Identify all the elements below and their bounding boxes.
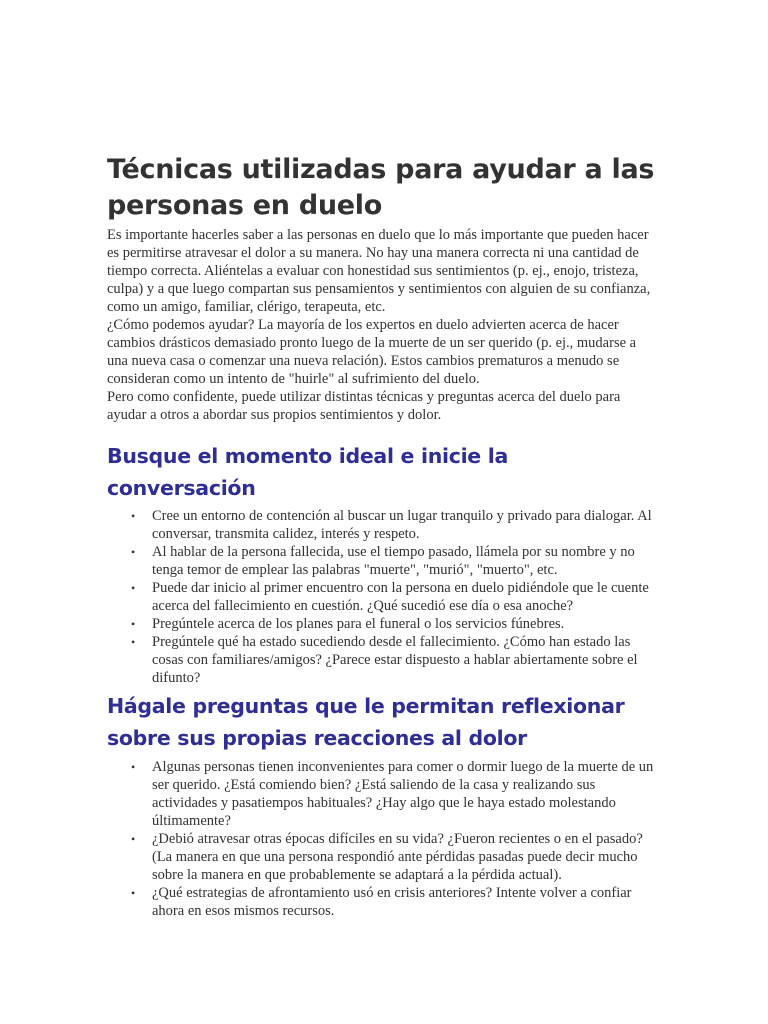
list-item: [131, 633, 659, 687]
intro-paragraph: Es importante hacerles saber a las personas en duelo que lo más importante que pueden hacer es permitirse atravesar el dolor a su manera. No hay una manera correcta ni una cantidad de tiempo correcta. Aliéntelas a evaluar con honestidad sus sentimientos (p. ej., enojo, tristeza, culpa) y a que luego compartan sus pensamientos y sentimientos con alguien de su confianza, como un amigo, familiar, clérigo, terapeuta, etc.: [107, 227, 651, 315]
list-item-text: Cree un entorno de contención al buscar un lugar tranquilo y privado para dialogar. Al conversar, transmita calidez, interés y respeto.: [152, 508, 652, 542]
bullet-list: [107, 507, 659, 687]
bullet-icon: •: [131, 635, 136, 649]
list-item-text: Pregúntele acerca de los planes para el funeral o los servicios fúnebres.: [152, 616, 565, 632]
list-item: [131, 543, 659, 579]
section-heading: Busque el momento ideal e inicie la conversación: [107, 444, 508, 500]
bullet-icon: •: [131, 886, 136, 900]
list-item-text: ¿Debió atravesar otras épocas difíciles en su vida? ¿Fueron recientes o en el pasado? (La manera en que una persona respondió ante pérdidas pasadas puede decir mucho sobre la manera en que probablemente se adaptará a la pérdida actual).: [152, 831, 643, 883]
bullet-icon: •: [131, 617, 136, 631]
bullet-icon: •: [131, 509, 136, 523]
list-item-text: Pregúntele qué ha estado sucediendo desde el fallecimiento. ¿Cómo han estado las cosas con familiares/amigos? ¿Parece estar dispuesto a hablar abiertamente sobre el difunto?: [152, 634, 638, 686]
list-item-text: Al hablar de la persona fallecida, use el tiempo pasado, llámela por su nombre y no tenga temor de emplear las palabras "muerte", "murió", "muerto", etc.: [152, 544, 635, 578]
list-item: [131, 758, 659, 830]
document-page: [107, 152, 659, 920]
list-item-text: Puede dar inicio al primer encuentro con la persona en duelo pidiéndole que le cuente acerca del fallecimiento en cuestión. ¿Qué sucedió ese día o esa anoche?: [152, 580, 649, 614]
intro-paragraph: ¿Cómo podemos ayudar? La mayoría de los expertos en duelo advierten acerca de hacer cambios drásticos demasiado pronto luego de la muerte de un ser querido (p. ej., mudarse a una nueva casa o comenzar una nueva relación). Estos cambios prematuros a menudo se consideran como un intento de "huirle" al sufrimiento del duelo.: [107, 317, 637, 387]
list-item: [131, 615, 659, 633]
list-item: [131, 830, 659, 884]
page-title: Técnicas utilizadas para ayudar a las personas en duelo: [107, 154, 655, 221]
section-heading: Hágale preguntas que le permitan reflexionar sobre sus propias reacciones al dolor: [107, 694, 625, 750]
bullet-list: [107, 758, 659, 920]
intro-paragraph: Pero como confidente, puede utilizar distintas técnicas y preguntas acerca del duelo para ayudar a otros a abordar sus propios sentimientos y dolor.: [107, 389, 621, 423]
list-item: [131, 884, 659, 920]
bullet-icon: •: [131, 545, 136, 559]
list-item: [131, 507, 659, 543]
list-item-text: ¿Qué estrategias de afrontamiento usó en crisis anteriores? Intente volver a confiar ahora en esos mismos recursos.: [152, 885, 632, 919]
bullet-icon: •: [131, 581, 136, 595]
list-item: [131, 579, 659, 615]
bullet-icon: •: [131, 832, 136, 846]
bullet-icon: •: [131, 760, 136, 774]
list-item-text: Algunas personas tienen inconvenientes para comer o dormir luego de la muerte de un ser querido. ¿Está comiendo bien? ¿Está saliendo de la casa y realizando sus actividades y pasatiempos habituales? ¿Hay algo que le haya estado molestando últimamente?: [152, 759, 654, 829]
